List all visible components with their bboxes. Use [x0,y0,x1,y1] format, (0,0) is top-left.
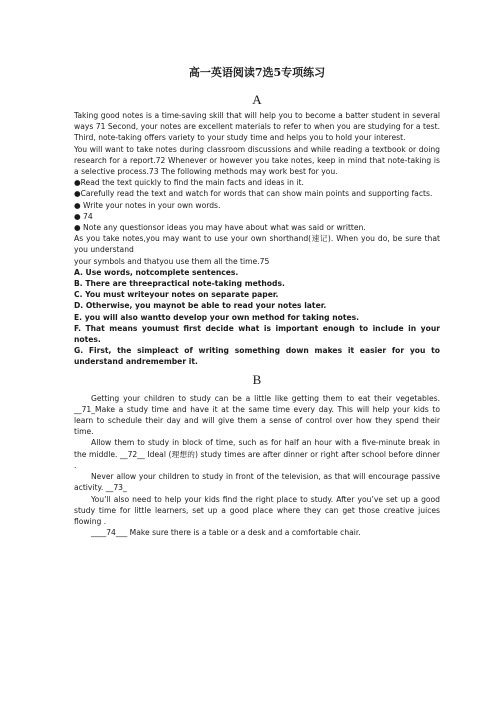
paragraph: You’ll also need to help your kids find the right place to study. After you’ve set up a good study time for little learners, set up a good place where they can get those creative juices flowing . [74,494,440,526]
paragraph: As you take notes,you may want to use your own shorthand(速记). When you do, be sure that you understand [74,234,440,255]
passage-b-heading: B [252,371,262,387]
paragraph: your symbols and thatyou use them all the time.75 [74,256,270,266]
answer-option: A. Use words, notcomplete sentences. [74,267,239,277]
passage-a-heading: A [252,92,262,107]
paragraph: You will want to take notes during classroom discussions and while reading a textbook or doing research for a report.72 Whenever or however you take notes, keep in mind that note-taking is a selective process.73 The following methods may work best for you. [74,144,440,177]
answer-option: E. you will also wantto develop your own method for taking notes. [74,312,360,322]
passage-a [74,110,440,368]
answer-option: D. Otherwise, you maynot be able to read your notes later. [74,301,327,311]
paragraph: Taking good notes is a time-saving skill that will help you to become a batter student in several ways 71 Second, your notes are excellent materials to refer to when you are studying for a test. Third, note-taking offers variety to your study time and helps you to hold your interest. [74,111,440,143]
passage-b [74,393,440,539]
document-title: 高一英语阅读7选5专项练习 [188,66,326,79]
answer-option: G. First, the simpleact of writing something down makes it easier for you to understand andremember it. [74,346,440,367]
bullet-item: ●Carefully read the text and watch for words that can show main points and supporting facts. [74,189,433,199]
bullet-item: ● Note any questionsor ideas you may have about what was said or written. [74,223,366,233]
answer-option: C. You must writeyour notes on separate paper. [74,290,279,300]
bullet-item: ● Write your notes in your own words. [74,200,221,210]
answer-option: B. There are threepractical note-taking methods. [74,279,285,289]
paragraph: Never allow your children to study in front of the television, as that will encourage passive activity. __73_ [74,472,440,493]
bullet-item: ● 74 [74,211,93,221]
paragraph: Allow them to study in block of time, such as for half an hour with a five-minute break in the middle. __72__ Ideal (理想的) study times are after dinner or right after school before dinner . [74,438,440,470]
paragraph: ____74___ Make sure there is a table or a desk and a comfortable chair. [91,528,361,538]
bullet-item: ●Read the text quickly to find the main facts and ideas in it. [74,178,304,188]
answer-option: F. That means youmust first decide what is important enough to include in your notes. [74,323,440,345]
paragraph: Getting your children to study can be a little like getting them to eat their vegetables. __71_Make a study time and have it at the same time every day. This will help your kids to learn to schedule their day and will give them a sense of control over how they spend their time. [74,393,440,437]
